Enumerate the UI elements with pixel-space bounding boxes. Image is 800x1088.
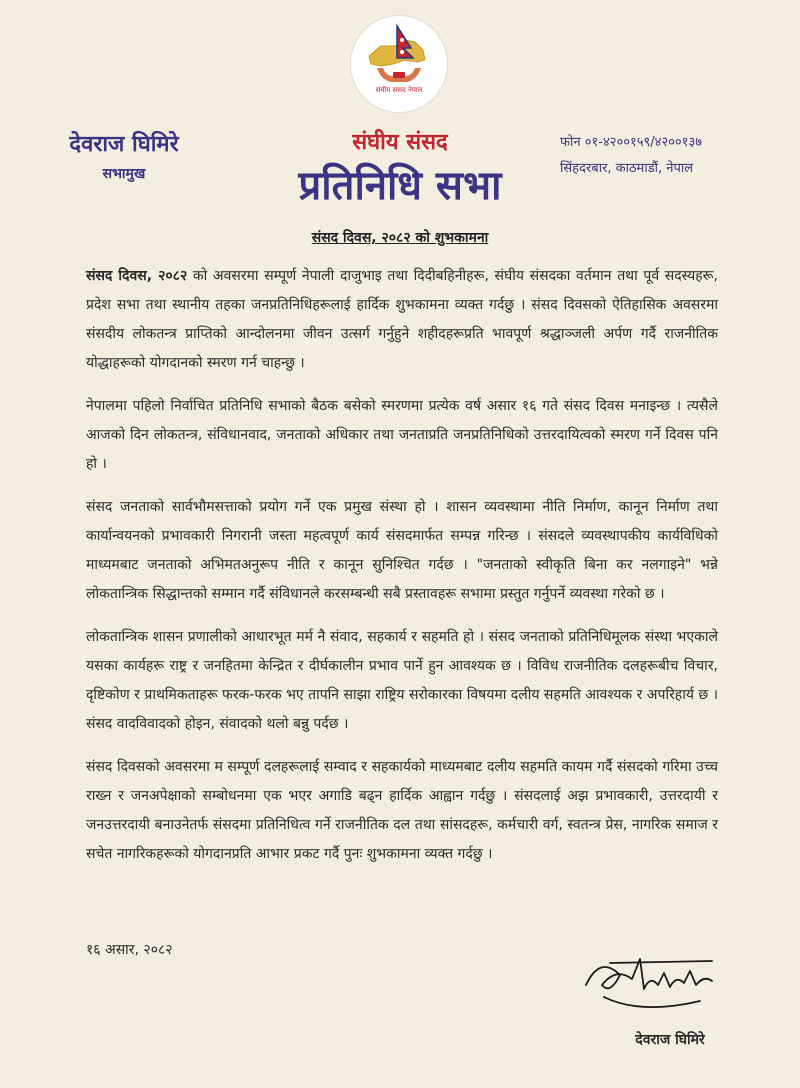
letter-body [86, 262, 718, 883]
letter-date: १६ असार, २०८२ [86, 942, 173, 958]
paragraph-2: नेपालमा पहिलो निर्वाचित प्रतिनिधि सभाको बैठक बसेको स्मरणमा प्रत्येक वर्ष असार १६ गते संसद दिवस मनाइन्छ । त्यसैले आजको दिन लोकतन्त्र, संविधानवाद, जनताको अधिकार तथा जनताप्रति जनप्रतिनिधिको उत्तरदायित्वको स्मरण गर्ने दिवस पनि हो । [86, 398, 718, 472]
paragraph-1-text: को अवसरमा सम्पूर्ण नेपाली दाजुभाइ तथा दिदीबहिनीहरू, संघीय संसदका वर्तमान तथा पूर्व सदस्यहरू, प्रदेश सभा तथा स्थानीय तहका जनप्रतिनिधिहरूलाई हार्दिक शुभकामना व्यक्त गर्दछु । संसद दिवसको ऐतिहासिक अवसरमा संसदीय लोकतन्त्र प्राप्तिको आन्दोलनमा जीवन उत्सर्ग गर्नुहुने शहीदहरूप्रति भावपूर्ण श्रद्धाञ्जली अर्पण गर्दै राजनीतिक योद्धाहरूको योगदानको स्मरण गर्न चाहन्छु । [86, 268, 718, 371]
speaker-title: सभामुख [102, 166, 146, 182]
contact-address: सिंहदरबार, काठमाडौं, नेपाल [560, 161, 694, 176]
emblem-caption: संघीय संसद नेपाल [375, 86, 423, 94]
parliament-emblem-logo [351, 16, 447, 112]
paragraph-4: लोकतान्त्रिक शासन प्रणालीको आधारभूत मर्म नै संवाद, सहकार्य र सहमति हो । संसद जनताको प्रतिनिधिमूलक संस्था भएकाले यसका कार्यहरू राष्ट्र र जनहितमा केन्द्रित र दीर्घकालीन प्रभाव पार्ने हुन आवश्यक छ । विविध राजनीतिक दलहरूबीच विचार, दृष्टिकोण र प्राथमिकताहरू फरक-फरक भए तापनि साझा राष्ट्रिय सरोकारका विषयमा दलीय सहमति आवश्यक र अपरिहार्य छ । संसद वादविवादको होइन, संवादको थलो बन्नु पर्दछ । [86, 629, 718, 732]
paragraph-3: संसद जनताको सार्वभौमसत्ताको प्रयोग गर्ने एक प्रमुख संस्था हो । शासन व्यवस्थामा नीति निर्माण, कानून निर्माण तथा कार्यान्वयनको प्रभावकारी निगरानी जस्ता महत्वपूर्ण कार्य संसदमार्फत सम्पन्न गरिन्छ । संसदले व्यवस्थापकीय कार्यविधिको माध्यमबाट जनताको अभिमतअनुरूप नीति र कानून सुनिश्चित गर्दछ । "जनताको स्वीकृति बिना कर नलगाइने" भन्ने लोकतान्त्रिक सिद्धान्तको सम्मान गर्दै संविधानले करसम्बन्धी सबै प्रस्तावहरू सभामा प्रस्तुत गर्नुपर्ने व्यवस्था गरेको छ । [86, 499, 718, 602]
paragraph-1 [86, 262, 718, 378]
house-name: प्रतिनिधि सभा [298, 163, 502, 209]
letter-subject: संसद दिवस, २०८२ को शुभकामना [311, 230, 489, 246]
parliament-name: संघीय संसद [352, 130, 448, 155]
handwritten-signature [580, 945, 730, 1029]
contact-phone: फोन ०१-४२००१५९/४२००१३७ [560, 135, 702, 150]
paragraph-5: संसद दिवसको अवसरमा म सम्पूर्ण दलहरूलाई सम्वाद र सहकार्यको माध्यमबाट दलीय सहमति कायम गर्दै संसदको गरिमा उच्च राख्न र जनअपेक्षाको सम्बोधनमा एक भएर अगाडि बढ्न हार्दिक आह्वान गर्दछु । संसदलाई अझ प्रभावकारी, उत्तरदायी र जनउत्तरदायी बनाउनेतर्फ संसदमा प्रतिनिधित्व गर्ने राजनीतिक दल तथा सांसदहरू, कर्मचारी वर्ग, स्वतन्त्र प्रेस, नागरिक समाज र सचेत नागरिकहरूको योगदानप्रति आभार प्रकट गर्दै पुनः शुभकामना व्यक्त गर्दछु । [86, 759, 718, 862]
signer-name: देवराज घिमिरे [635, 1032, 705, 1048]
speaker-name: देवराज घिमिरे [69, 132, 179, 157]
paragraph-1-lead: संसद दिवस, २०८२ [86, 268, 188, 284]
